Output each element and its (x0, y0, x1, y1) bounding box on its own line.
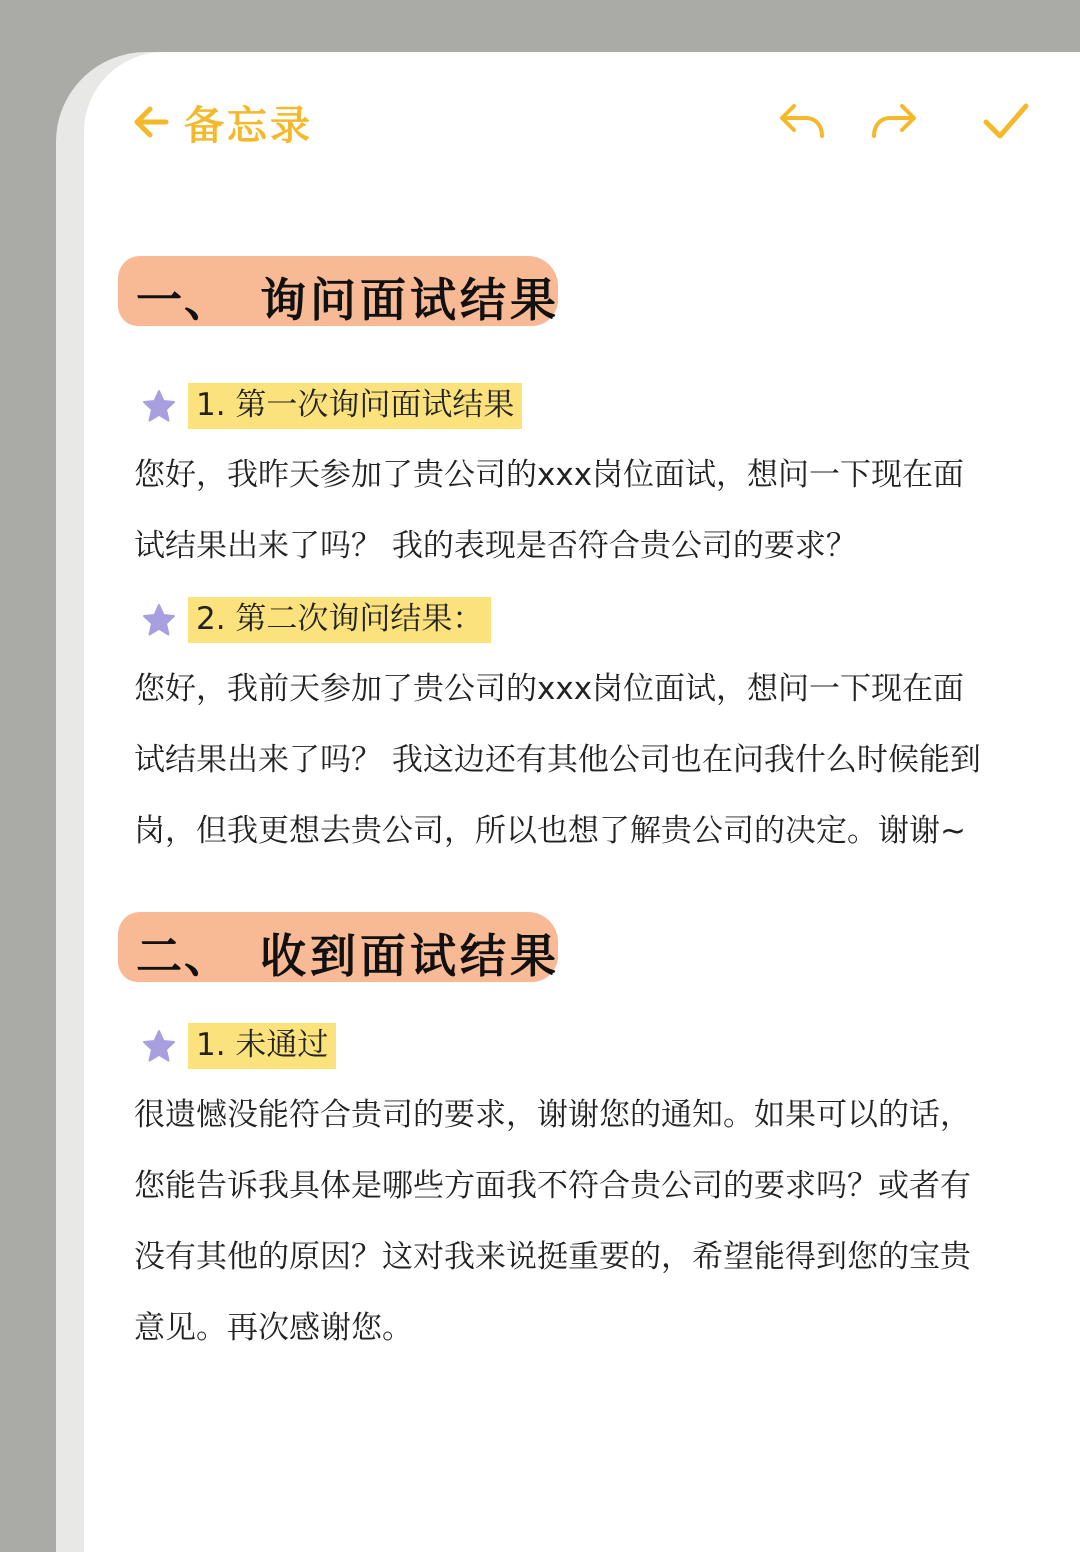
section-title: 收到面试结果 (260, 929, 560, 983)
sub-heading-row (142, 596, 491, 644)
paragraph-line: 您能告诉我具体是哪些方面我不符合贵公司的要求吗？或者有 (134, 1168, 971, 1204)
paragraph-line: 很遗憾没能符合贵司的要求，谢谢您的通知。如果可以的话， (134, 1097, 971, 1133)
sub-heading-label: 1. 第一次询问面试结果 (188, 383, 522, 429)
paragraph-line: 您好，我昨天参加了贵公司的xxx岗位面试，想问一下现在面 (134, 457, 965, 493)
paragraph (134, 440, 1054, 582)
arrow-left-icon (130, 101, 172, 143)
section-number: 二、 (136, 929, 232, 983)
back-button[interactable] (130, 92, 313, 152)
star-icon (142, 603, 176, 637)
paragraph (134, 654, 1054, 867)
paragraph-line: 您好，我前天参加了贵公司的xxx岗位面试，想问一下现在面 (134, 671, 965, 707)
star-icon (142, 389, 176, 423)
paragraph-line: 试结果出来了吗？ 我这边还有其他公司也在问我什么时候能到 (134, 742, 981, 778)
section-heading-2 (118, 912, 560, 982)
sub-heading-label: 2. 第二次询问结果： (188, 597, 491, 643)
section-title: 询问面试结果 (260, 273, 560, 327)
check-icon[interactable] (980, 96, 1032, 148)
sub-heading-row (142, 382, 522, 430)
sub-heading-row (142, 1022, 336, 1070)
paragraph (134, 1080, 1054, 1364)
section-number: 一、 (136, 273, 232, 327)
paragraph-line: 岗，但我更想去贵公司，所以也想了解贵公司的决定。谢谢~ (134, 813, 966, 849)
paragraph-line: 没有其他的原因？这对我来说挺重要的，希望能得到您的宝贵 (134, 1239, 971, 1275)
section-heading-1 (118, 256, 560, 326)
app-title: 备忘录 (184, 102, 313, 149)
undo-icon[interactable] (776, 96, 828, 148)
top-toolbar (130, 92, 1050, 152)
paragraph-line: 意见。再次感谢您。 (134, 1310, 413, 1346)
paragraph-line: 试结果出来了吗？ 我的表现是否符合贵公司的要求？ (134, 528, 857, 564)
star-icon (142, 1029, 176, 1063)
redo-icon[interactable] (868, 96, 920, 148)
sub-heading-label: 1. 未通过 (188, 1023, 336, 1069)
